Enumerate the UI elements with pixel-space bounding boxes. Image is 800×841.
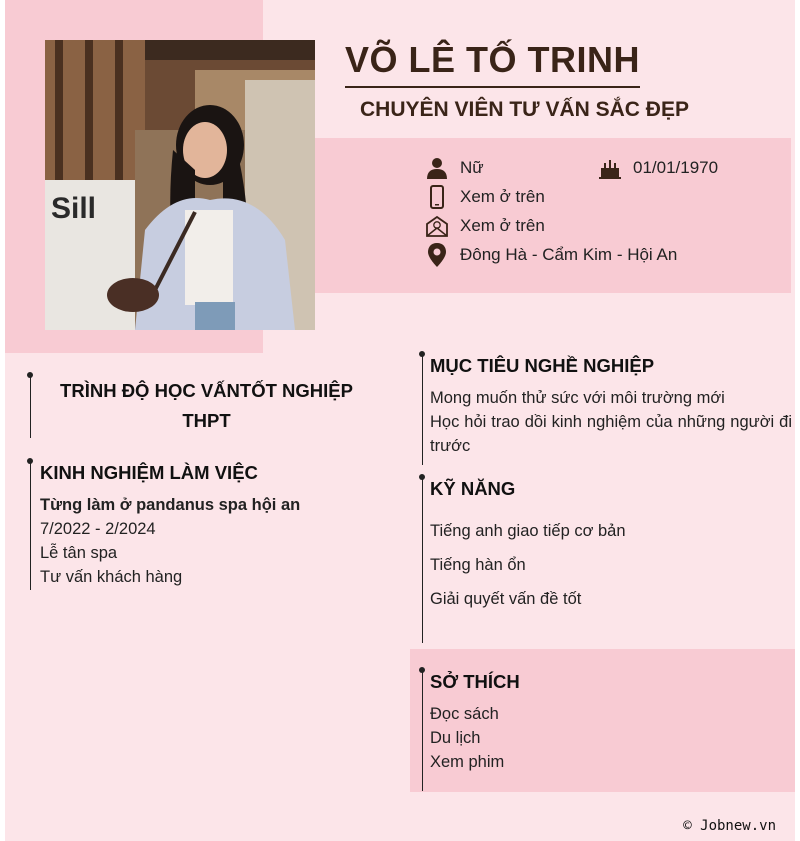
phone-value[interactable]: Xem ở trên [460, 187, 545, 206]
experience-company: Từng làm ở pandanus spa hội an [40, 496, 301, 514]
candidate-name: VÕ LÊ TỐ TRINH [345, 38, 640, 88]
job-title: CHUYÊN VIÊN TƯ VẤN SẮC ĐẸP [360, 98, 689, 121]
hobbies-title: SỞ THÍCH [430, 671, 520, 692]
user-icon [425, 156, 449, 180]
experience-title: KINH NGHIỆM LÀM VIỆC [40, 462, 258, 483]
objective-title: MỤC TIÊU NGHỀ NGHIỆP [430, 355, 655, 376]
hobbies-section [422, 671, 792, 791]
skills-title: KỸ NĂNG [430, 478, 516, 499]
address-row [425, 243, 677, 267]
objective-line: Học hỏi trao dồi kinh nghiệm của những người đi trước [430, 413, 792, 455]
birthday-cake-icon [598, 156, 622, 180]
objective-line: Mong muốn thử sức với môi trường mới [430, 389, 725, 407]
skill-item: Tiếng hàn ổn [430, 556, 526, 574]
birthday-row [598, 156, 718, 180]
education-section [30, 376, 370, 438]
phone-row [425, 185, 545, 209]
footer-credit[interactable]: © Jobnew.vn [683, 818, 776, 834]
hobby-item: Đọc sách [430, 705, 499, 723]
education-value: TỐT NGHIỆP THPT [182, 380, 353, 431]
education-title: TRÌNH ĐỘ HỌC VẤN [60, 380, 240, 401]
experience-item: Lễ tân spa [40, 544, 118, 562]
address-value: Đông Hà - Cẩm Kim - Hội An [460, 245, 678, 264]
skills-section [422, 478, 792, 643]
phone-icon [425, 185, 449, 209]
skill-item: Giải quyết vấn đề tốt [430, 590, 582, 608]
gender-value: Nữ [460, 158, 484, 177]
location-icon [425, 243, 449, 267]
skill-item: Tiếng anh giao tiếp cơ bản [430, 522, 626, 540]
email-row [425, 214, 545, 238]
email-icon [425, 214, 449, 238]
gender-row [425, 156, 484, 180]
birthday-value: 01/01/1970 [633, 158, 719, 177]
objective-section [422, 355, 792, 465]
profile-photo [45, 40, 315, 330]
experience-item: Tư vấn khách hàng [40, 568, 183, 586]
experience-period: 7/2022 - 2/2024 [40, 520, 156, 538]
svg-text:Sill: Sill [51, 192, 97, 225]
hobby-item: Du lịch [430, 729, 481, 747]
contact-background-block [315, 138, 791, 293]
experience-section [30, 462, 370, 590]
email-value[interactable]: Xem ở trên [460, 216, 545, 235]
hobby-item: Xem phim [430, 753, 505, 771]
